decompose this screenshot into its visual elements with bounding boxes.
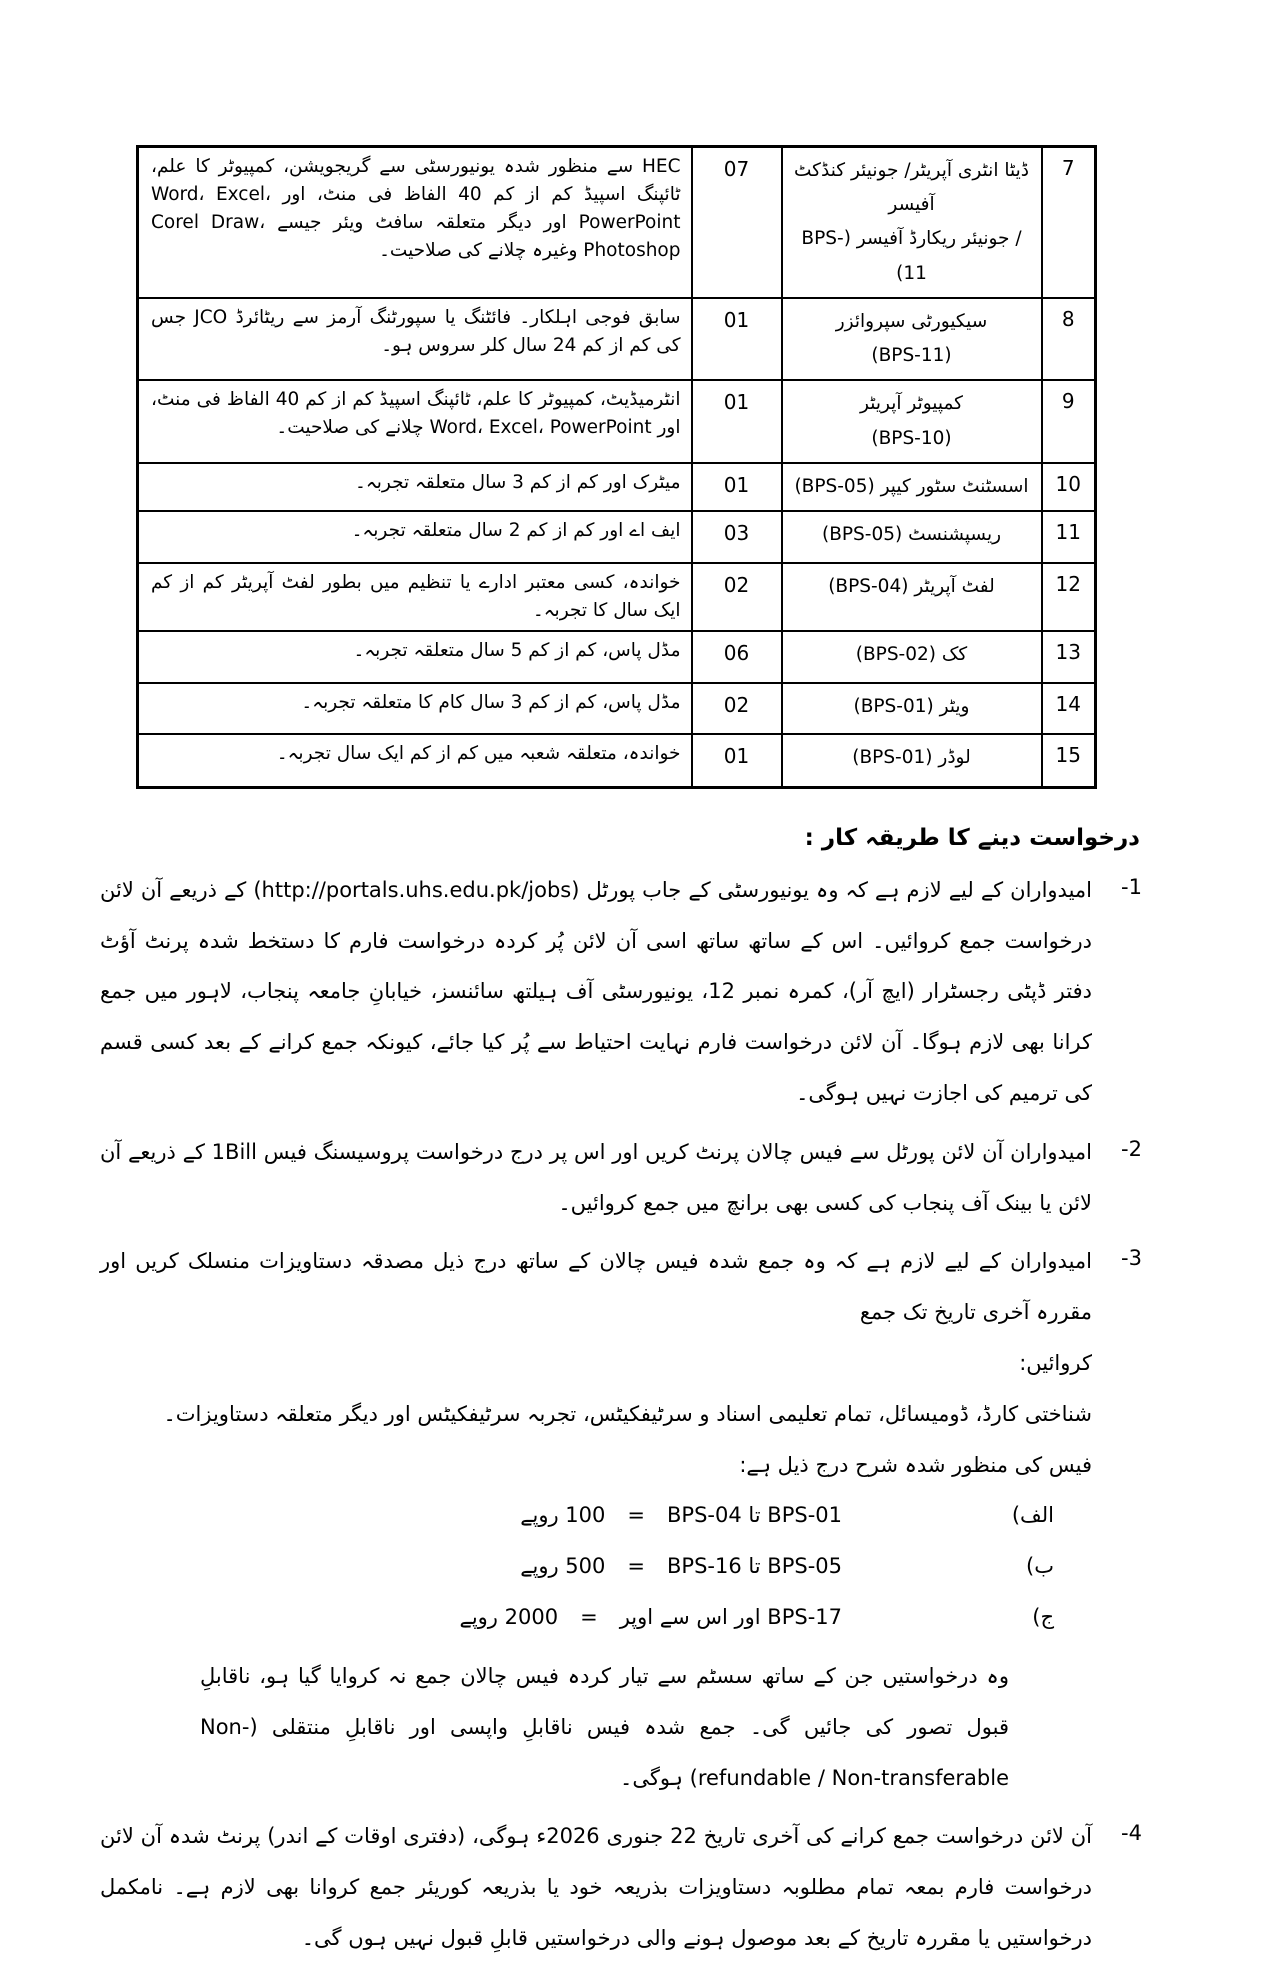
serial-cell: 13 bbox=[1042, 631, 1096, 683]
fee-non-refundable-note: وہ درخواستیں جن کے ساتھ سسٹم سے تیار کردہ فیس چالان جمع نہ کروایا گیا ہو، ناقابلِ قبول تصور کی جائیں گی۔ جمع شدہ فیس ناقابلِ واپسی اور ناقابلِ منتقلی (Non-refundable / Non-transferable) ہوگی۔ bbox=[200, 1663, 1009, 1790]
table-row bbox=[138, 563, 1096, 631]
fee-range: BPS-01 تا BPS-04 bbox=[667, 1503, 842, 1528]
item-3-main-text: امیدواران کے لیے لازم ہے کہ وہ جمع شدہ فیس چالان کے ساتھ درج ذیل مصدقہ دستاویزات منسلک کریں اور مقررہ آخری تاریخ تک جمع bbox=[100, 1249, 1092, 1325]
qualification-cell: سابق فوجی اہلکار۔ فائٹنگ یا سپورٹنگ آرمز سے ریٹائرڈ JCO جس کی کم از کم 24 سال کلر سروس ہو۔ bbox=[138, 298, 692, 380]
qualification-cell: مڈل پاس، کم از کم 5 سال متعلقہ تجربہ۔ bbox=[138, 631, 692, 683]
position-cell bbox=[782, 734, 1042, 787]
position-grade: (BPS-10) bbox=[871, 427, 952, 449]
serial-cell: 10 bbox=[1042, 463, 1096, 511]
position-cell bbox=[782, 380, 1042, 462]
jobs-table bbox=[136, 145, 1097, 789]
position-name: ویٹر (BPS-01) bbox=[853, 696, 970, 718]
table-row bbox=[138, 463, 1096, 511]
qualification-cell: انٹرمیڈیٹ، کمپیوٹر کا علم، ٹائپنگ اسپیڈ کم از کم 40 الفاظ فی منٹ، اور Word، Excel، PowerPoint چلانے کی صلاحیت۔ bbox=[138, 380, 692, 462]
posts-cell: 01 bbox=[692, 298, 782, 380]
posts-cell: 02 bbox=[692, 683, 782, 734]
position-name: کک (BPS-02) bbox=[855, 644, 968, 666]
posts-cell: 07 bbox=[692, 147, 782, 298]
serial-cell: 7 bbox=[1042, 147, 1096, 298]
posts-cell: 01 bbox=[692, 734, 782, 787]
fee-label-be: ب) bbox=[1026, 1554, 1054, 1579]
qualification-cell: خواندہ، کسی معتبر ادارے یا تنظیم میں بطور لفٹ آپریٹر کم از کم ایک سال کا تجربہ۔ bbox=[138, 563, 692, 631]
required-documents-line: شناختی کارڈ، ڈومیسائل، تمام تعلیمی اسناد و سرٹیفکیٹس، تجربہ سرٹیفکیٹس اور دیگر متعلقہ دستاویزات۔ bbox=[163, 1401, 1092, 1426]
fee-amount: 100 روپے bbox=[520, 1503, 606, 1528]
table-row bbox=[138, 511, 1096, 563]
equals-sign: = bbox=[580, 1605, 598, 1630]
qualification-cell: HEC سے منظور شدہ یونیورسٹی سے گریجویشن، کمپیوٹر کا علم، ٹائپنگ اسپیڈ کم از کم 40 الفاظ فی منٹ، اور Word، Excel، PowerPoint اور دیگر متعلقہ سافٹ ویئر جیسے Corel Draw، Photoshop وغیرہ چلانے کی صلاحیت۔ bbox=[138, 147, 692, 298]
table-row bbox=[138, 683, 1096, 734]
item-1-text: امیدواران کے لیے لازم ہے کہ وہ یونیورسٹی کے جاب پورٹل (http://portals.uhs.edu.pk/jobs) کے ذریعے آن لائن درخواست جمع کروائیں۔ اس کے ساتھ ساتھ اسی آن لائن پُر کردہ درخواست فارم کا دستخط شدہ پرنٹ آؤٹ دفتر ڈپٹی رجسٹرار (ایچ آر)، کمرہ نمبر 12، یونیورسٹی آف ہیلتھ سائنسز، خیابانِ جامعہ پنجاب، لاہور میں جمع کرانا بھی لازم ہوگا۔ آن لائن درخواست فارم نہایت احتیاط سے پُر کیا جائے، کیونکہ جمع کرانے کے بعد کسی قسم کی ترمیم کی اجازت نہیں ہوگی۔ bbox=[100, 877, 1092, 1105]
equals-sign: = bbox=[627, 1554, 645, 1579]
item-1-number: 1- bbox=[1121, 874, 1142, 899]
fee-label-alif: الف) bbox=[1011, 1503, 1054, 1528]
position-name: ریسپشنسٹ (BPS-05) bbox=[821, 523, 1002, 545]
list-item-1 bbox=[100, 865, 1142, 1119]
posts-cell: 01 bbox=[692, 463, 782, 511]
item-4-text: آن لائن درخواست جمع کرانے کی آخری تاریخ 22 جنوری 2026ء ہوگی، (دفتری اوقات کے اندر) پرنٹ شدہ آن لائن درخواست فارم بمعہ تمام مطلوبہ دستاویزات بذریعہ خود یا بذریعہ کوریئر جمع کروانا بھی لازم ہے۔ نامکمل درخواستیں یا مقررہ تاریخ کے بعد موصول ہونے والی درخواستیں قابلِ قبول نہیں ہوں گی۔ bbox=[100, 1824, 1092, 1950]
item-3-number: 3- bbox=[1121, 1246, 1142, 1271]
position-name: اسسٹنٹ سٹور کیپر (BPS-05) bbox=[794, 475, 1029, 497]
qualification-cell: ایف اے اور کم از کم 2 سال متعلقہ تجربہ۔ bbox=[138, 511, 692, 563]
fee-schedule-intro: فیس کی منظور شدہ شرح درج ذیل ہے: bbox=[739, 1452, 1092, 1477]
posts-cell: 03 bbox=[692, 511, 782, 563]
item-3-text bbox=[100, 1236, 1092, 1643]
equals-sign: = bbox=[627, 1503, 645, 1528]
qualification-cell: خواندہ، متعلقہ شعبہ میں کم از کم ایک سال تجربہ۔ bbox=[138, 734, 692, 787]
position-cell bbox=[782, 298, 1042, 380]
position-grade: (BPS-11) bbox=[871, 345, 952, 367]
table-row bbox=[138, 631, 1096, 683]
fee-row-b bbox=[100, 1541, 1092, 1592]
position-grade: / جونیئر ریکارڈ آفیسر (BPS-11) bbox=[801, 228, 1022, 284]
posts-cell: 06 bbox=[692, 631, 782, 683]
position-name: سیکیورٹی سپروائزر bbox=[835, 310, 988, 332]
table-row bbox=[138, 380, 1096, 462]
fee-range: BPS-17 اور اس سے اوپر bbox=[619, 1605, 842, 1630]
position-name: لوڈر (BPS-01) bbox=[852, 747, 971, 769]
qualification-cell: میٹرک اور کم از کم 3 سال متعلقہ تجربہ۔ bbox=[138, 463, 692, 511]
application-procedure-heading: درخواست دینے کا طریقہ کار : bbox=[804, 824, 1140, 851]
posts-cell: 02 bbox=[692, 563, 782, 631]
fee-amount: 500 روپے bbox=[520, 1554, 606, 1579]
position-cell bbox=[782, 511, 1042, 563]
list-item-2 bbox=[100, 1127, 1142, 1229]
item-2-text: امیدواران آن لائن پورٹل سے فیس چالان پرنٹ کریں اور اس پر درج درخواست پروسیسنگ فیس 1Bill کے ذریعے آن لائن یا بینک آف پنجاب کی کسی بھی برانچ میں جمع کروائیں۔ bbox=[100, 1139, 1092, 1215]
position-name: لفٹ آپریٹر (BPS-04) bbox=[828, 575, 995, 597]
position-name: ڈیٹا انٹری آپریٹر/ جونیئر کنڈکٹ آفیسر bbox=[794, 160, 1029, 216]
serial-cell: 14 bbox=[1042, 683, 1096, 734]
serial-cell: 11 bbox=[1042, 511, 1096, 563]
item-3-tail: کروائیں: bbox=[1019, 1351, 1092, 1375]
list-item-4 bbox=[100, 1811, 1142, 1963]
list-item-3 bbox=[100, 1236, 1142, 1643]
posts-cell: 01 bbox=[692, 380, 782, 462]
table-row bbox=[138, 147, 1096, 298]
position-cell bbox=[782, 563, 1042, 631]
fee-row-a bbox=[100, 1490, 1092, 1541]
serial-cell: 12 bbox=[1042, 563, 1096, 631]
fee-row-jeem bbox=[100, 1592, 1092, 1643]
fee-label-jeem: ج) bbox=[1032, 1605, 1054, 1630]
item-4-number: 4- bbox=[1121, 1821, 1142, 1846]
item-2-number: 2- bbox=[1121, 1136, 1142, 1161]
table-row bbox=[138, 298, 1096, 380]
position-cell bbox=[782, 631, 1042, 683]
position-cell bbox=[782, 147, 1042, 298]
instructions-list bbox=[100, 865, 1142, 1964]
document-page bbox=[0, 145, 1275, 1950]
qualification-cell: مڈل پاس، کم از کم 3 سال کام کا متعلقہ تجربہ۔ bbox=[138, 683, 692, 734]
fee-range: BPS-05 تا BPS-16 bbox=[667, 1554, 842, 1579]
position-cell bbox=[782, 463, 1042, 511]
position-cell bbox=[782, 683, 1042, 734]
table-row bbox=[138, 734, 1096, 787]
serial-cell: 9 bbox=[1042, 380, 1096, 462]
fee-amount: 2000 روپے bbox=[459, 1605, 559, 1630]
position-name: کمپیوٹر آپریٹر bbox=[860, 393, 963, 415]
serial-cell: 8 bbox=[1042, 298, 1096, 380]
serial-cell: 15 bbox=[1042, 734, 1096, 787]
